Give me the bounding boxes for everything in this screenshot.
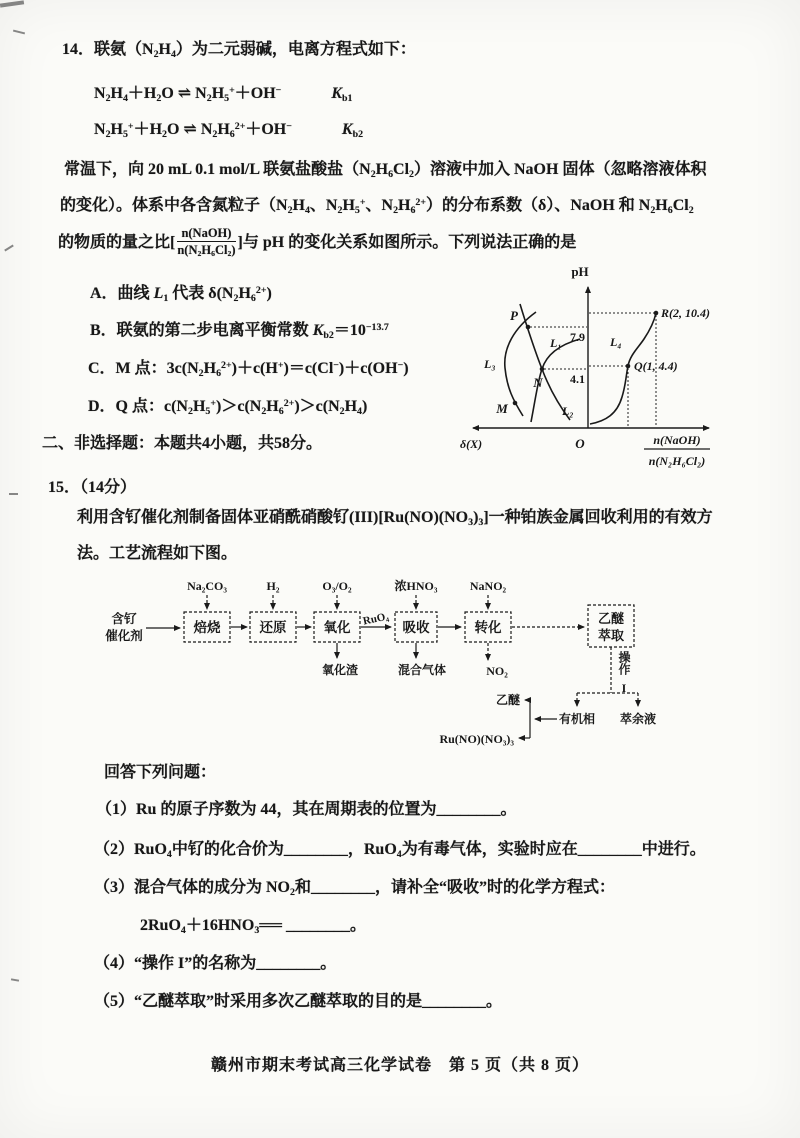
scan-artifact — [13, 30, 25, 35]
oxidize-output-label: 氧化渣 — [321, 663, 359, 677]
q14-ratio-prefix: 的物质的量之比[ — [58, 233, 176, 251]
operation-1-number: I — [621, 681, 627, 695]
q15-item-2: （2）RuO$_4$中钌的化合价为________，RuO$_4$为有毒气体，实验时应在________中进行。 — [94, 841, 706, 860]
graph-point-m-label: M — [496, 401, 508, 416]
q14-option-b: B．联氨的第二步电离平衡常数 $K_{b2}=10^{-13.7}$ — [90, 322, 389, 341]
scan-artifact — [0, 0, 24, 7]
q14-ratio-fraction — [177, 226, 235, 259]
q14-equation-1-body: $N_2H_4+H_2O$ ⇌ $N_2H_5^++OH^-$ — [94, 85, 282, 104]
q15-item-4: （4）“操作 I”的名称为________。 — [94, 955, 337, 972]
q14-option-a: A．曲线 $L_1$ 代表 $\delta(N_2H_6^{2+})$ — [90, 285, 272, 304]
oxidize-box-label: 氧化 — [323, 620, 351, 635]
reduce-box-label: 还原 — [259, 620, 287, 635]
graph-y-axis-label: pH — [571, 264, 589, 279]
section-2-title: 二、非选择题：本题共4小题，共58分。 — [42, 435, 323, 452]
q14-equation-2-body: $N_2H_5^++H_2O$ ⇌ $N_2H_6^{2+}+OH^-$ — [94, 121, 292, 140]
q15-item-1: （1）Ru 的原子序数为 44，其在周期表的位置为________。 — [96, 801, 517, 818]
roast-box-label: 焙烧 — [193, 620, 221, 635]
extract-box-label-line-2: 萃取 — [597, 628, 625, 643]
graph-origin-label: O — [575, 436, 585, 451]
graph-x-right-denominator: n(N₂H₆Cl₂) — [648, 454, 706, 468]
graph-curve-l1-label: L₁ — [550, 336, 562, 350]
q14-ratio-denominator: $n(N_2H_6Cl_2)$ — [177, 243, 236, 259]
point-r-dot — [654, 311, 659, 316]
raffinate-label: 萃余液 — [619, 712, 657, 726]
page-footer: 赣州市期末考试高三化学试卷 第 5 页（共 8 页） — [210, 1057, 589, 1074]
scan-artifact — [4, 245, 14, 252]
q14-equation-2-constant: $K_{b2}$ — [341, 121, 364, 140]
oxidize-input-label: O₃/O₂ — [322, 579, 352, 593]
scan-artifact — [11, 978, 19, 981]
point-m-dot — [513, 401, 518, 406]
q14-ratio-numerator: n(NaOH) — [177, 226, 235, 242]
q14-paragraph-line-2: 的变化）。体系中各含氮粒子（$N_2H_4$、$N_2H_5^+$、$N_2H_6^{2+}$）的分布系数（δ）、NaOH 和 $N_2H_6Cl_2$ — [60, 197, 694, 216]
q14-equation-2 — [94, 120, 363, 141]
graph-point-n-label: N — [533, 375, 543, 390]
q15-heading: 15．（14分） — [48, 479, 137, 496]
q14-stem: 14．联氨$(N_2H_4)$为二元弱碱，电离方程式如下： — [62, 41, 416, 60]
q14-option-d: D．Q 点：$c(N_2H_5^+)>c(N_2H_6^{2+})>c(N_2H_4)$ — [88, 398, 368, 417]
point-n-dot — [540, 367, 545, 372]
q15-answer-intro: 回答下列问题： — [104, 764, 217, 781]
point-q-dot — [626, 364, 631, 369]
reduce-input-label: H₂ — [266, 579, 280, 593]
q15-item-3-equation: $2RuO_4+16HNO_3══$ ________。 — [140, 917, 366, 936]
graph-curve-l4-label: L₄ — [610, 335, 622, 349]
feed-label-line-1: 含钌 — [111, 612, 137, 626]
point-p-dot — [526, 325, 531, 330]
absorb-output-label: 混合气体 — [397, 663, 447, 677]
graph-point-q-label: Q(1, 4.4) — [634, 359, 678, 373]
convert-output-label: NO₂ — [486, 664, 508, 678]
graph-x-right-numerator: n(NaOH) — [653, 433, 701, 447]
q14-equation-1-constant: $K_{b1}$ — [331, 85, 353, 104]
graph-points — [513, 311, 659, 406]
scan-artifact — [9, 493, 18, 495]
q15-item-3: （3）混合气体的成分为 $NO_2$和________，请补全“吸收”时的化学方程式： — [94, 879, 615, 898]
graph-curve-l2-label: L₂ — [562, 404, 574, 418]
q15-item-5: （5）“乙醚萃取”时采用多次乙醚萃取的目的是________。 — [94, 993, 503, 1010]
q15-flow-diagram — [100, 562, 765, 762]
product-formula-label: Ru(NO)(NO₃)₃ — [439, 732, 514, 746]
roast-input-label: Na₂CO₃ — [187, 579, 227, 593]
operation-1-label: 操作 — [617, 651, 631, 675]
q14-graph — [452, 256, 782, 471]
q14-paragraph-line-1: 常温下，向 20 mL 0.1 mol/L 联氨盐酸盐$(N_2H_6Cl_2)$溶液中加入 NaOH 固体（忽略溶液体积 — [64, 161, 707, 180]
absorb-box-label: 吸收 — [402, 620, 430, 635]
graph-curve-l3-label: L₃ — [484, 357, 496, 371]
q14-paragraph-line-3 — [58, 226, 576, 259]
organic-phase-label: 有机相 — [558, 712, 596, 726]
convert-box-label: 转化 — [474, 620, 502, 635]
feed-label-line-2: 催化剂 — [105, 629, 143, 643]
convert-input-label: NaNO₂ — [469, 579, 507, 593]
q14-ratio-suffix: ]与 pH 的变化关系如图所示。下列说法正确的是 — [237, 233, 577, 251]
q15-paragraph-line-1: 利用含钌催化剂制备固体亚硝酰硝酸钌$(III)[Ru(NO)(NO_3)_3]$一种铂族金属回收利用的有效方 — [77, 509, 713, 528]
ether-label: 乙醚 — [495, 693, 520, 707]
q15-paragraph-line-2: 法。工艺流程如下图。 — [77, 545, 238, 562]
graph-ph-mark-upper: 7.9 — [570, 330, 585, 344]
extract-box-label-line-1: 乙醚 — [597, 611, 625, 626]
graph-ph-mark-lower: 4.1 — [570, 372, 585, 386]
q14-equation-1 — [94, 84, 352, 105]
absorb-input-label: 浓HNO₃ — [394, 579, 438, 593]
graph-x-left-label: δ(X) — [460, 437, 483, 451]
ruo4-gas-label: RuO₄ — [361, 610, 390, 628]
flow-solid-arrows — [146, 627, 557, 738]
q14-option-c: C．M 点：$3c(N_2H_6^{2+})+c(H^+)=c(Cl^-)+c(OH^-)$ — [88, 360, 409, 379]
curve-l3-path — [505, 312, 536, 416]
graph-point-r-label: R(2, 10.4) — [661, 306, 710, 320]
graph-point-p-label: P — [510, 308, 518, 323]
